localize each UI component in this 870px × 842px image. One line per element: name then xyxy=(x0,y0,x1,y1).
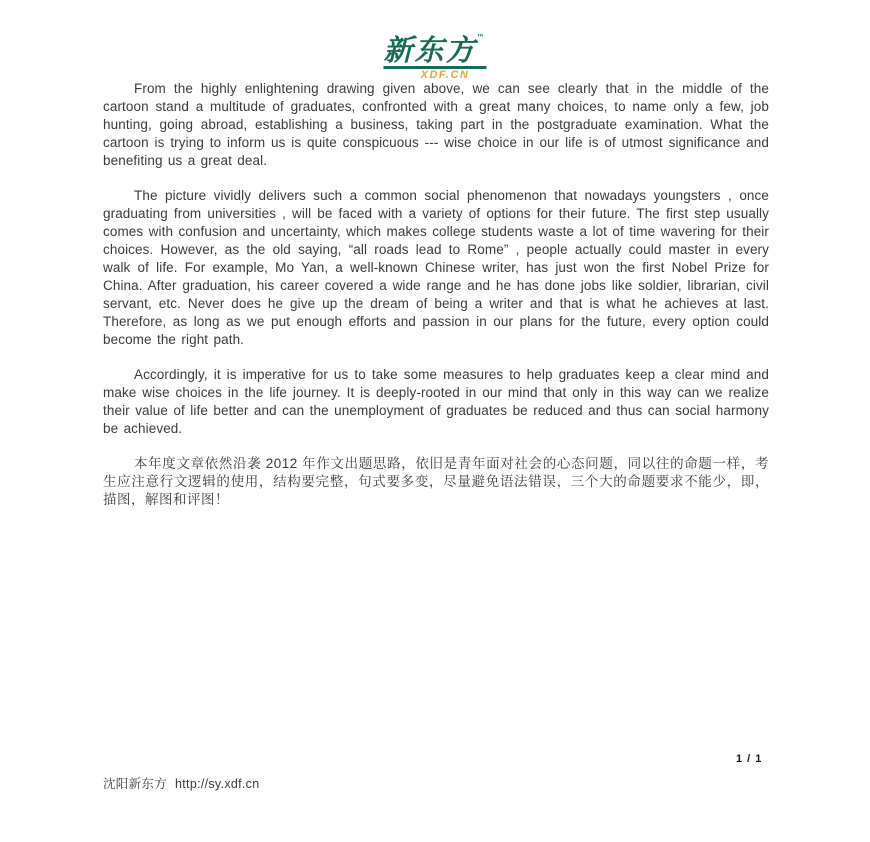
page-footer xyxy=(103,774,259,792)
xdf-logo-domain-text: XDF.CN xyxy=(420,69,470,81)
page-number: 1 / 1 xyxy=(736,753,763,765)
essay-paragraph-4-commentary: 本年度文章依然沿袭 2012 年作文出题思路，依旧是青年面对社会的心态问题，同以往的命题一样，考生应注意行文逻辑的使用，结构要完整，句式要多变，尽量避免语法错误，三个大的命题要求不能少，即，描图，解图和评图！ xyxy=(103,456,769,507)
essay-paragraph-1: From the highly enlightening drawing given above, we can see clearly that in the middle of the cartoon stand a multitude of graduates, confronted with a great many choices, to name only a few, job hunting, going abroad, establishing a business, taking part in the postgraduate examination. What the cartoon is trying to inform us is quite conspicuous --- wise choice in our life is of utmost significance and benefiting us a great deal. xyxy=(103,81,769,168)
footer-url: http://sy.xdf.cn xyxy=(175,777,260,791)
trademark-symbol: ™ xyxy=(476,33,487,42)
xdf-logo-chinese-text: 新东方 xyxy=(383,33,477,67)
essay-paragraph-3: Accordingly, it is imperative for us to take some measures to help graduates keep a clear mind and make wise choices in the life journey. It is deeply-rooted in our mind that only in this way can we realize their value of life better and can the unemployment of graduates be reduced and thus can social harmony be achieved. xyxy=(103,367,769,436)
xdf-logo-wordmark xyxy=(383,33,487,69)
xdf-logo xyxy=(383,33,487,81)
footer-organization: 沈阳新东方 xyxy=(103,777,168,791)
essay-paragraph-2: The picture vividly delivers such a common social phenomenon that nowadays youngsters , once graduating from universities , will be faced with a variety of options for their future. The first step usually comes with confusion and uncertainty, which makes college students waste a lot of time wavering for their choices. However, as the old saying, “all roads lead to Rome” , people actually could master in every walk of life. For example, Mo Yan, a well-known Chinese writer, has just won the first Nobel Prize for China. After graduation, his career covered a wide range and he has done jobs like soldier, librarian, civil servant, etc. Never does he give up the dream of being a writer and that is what he achieves at last. Therefore, as long as we put enough efforts and passion in our plans for the future, every option could become the right path. xyxy=(103,188,769,347)
essay-body xyxy=(103,80,769,526)
